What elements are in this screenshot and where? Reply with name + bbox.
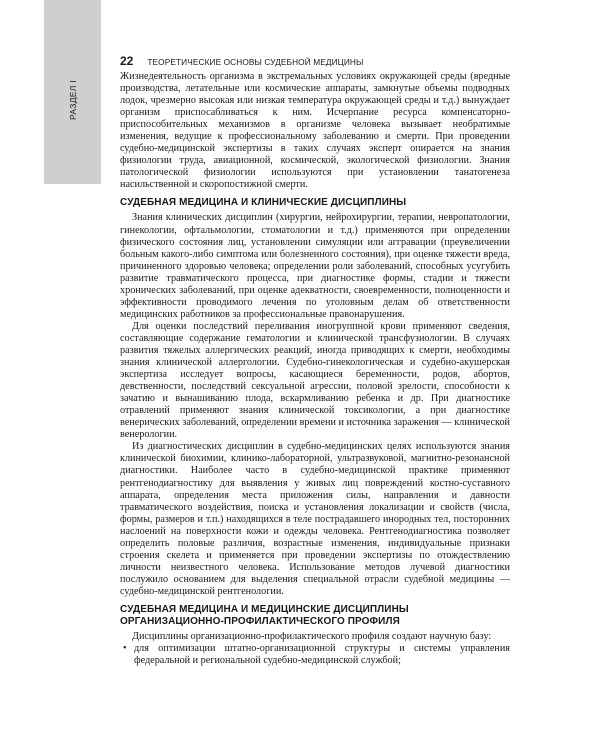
page-number: 22 <box>120 54 134 68</box>
section-label: РАЗДЕЛ I <box>68 80 78 120</box>
paragraph-organizational: Дисциплины организационно-профилактического профиля создают научную базу: <box>132 630 492 642</box>
paragraph-clinical-3: Из диагностических дисциплин в судебно-медицинских целях используются знания клинической биохимии, клинико-лабораторной, ультразвуковой, магнитно-резонансной диагностики. Наиболее часто в судебно-медицинской практике применяют рентгенодиагностику для выявления у живых лиц повреждений костно-суставного аппарата, определения места приложения силы, направления и давности травматического воздействия, поиска и установления локализации и свойств (числа, формы, размеров и т.п.) находящихся в теле пострадавшего инородных тел, посторонних наслоений на поверхности кожи и одежды человека. Рентгенодиагностика позволяет определить половые различия, возрастные изменения, индивидуальные признаки строения скелета и применяется при проведении экспертизы по отождествлению личности неизвестного человека. Использование методов лучевой диагностики послужило основанием для выделения специальной отрасли судебной медицины — судебно-медицинской рентгенологии. <box>120 441 510 597</box>
page-body <box>120 71 510 667</box>
intro-paragraph: Жизнедеятельность организма в экстремальных условиях окружающей среды (вредные производства, летательные или космические аппараты, замкнутые объемы подводных лодок, чрезмерно высокая или низкая температура окружающей среды и т.д.) вынуждает организм приспосабливаться к ним. Исчерпание ресурса компенсаторно-приспособительных механизмов в организме человека вызывает необратимые изменения, ведущие к профессиональному заболеванию и смерти. При проведении судебно-медицинской экспертизы в таких случаях эксперт опирается на знания физиологии труда, авиационной, космической, экологической физиологии. Знания патологической физиологии используются при установлении танатогенеза насильственной и скоропостижной смерти. <box>120 71 510 191</box>
list-item-text: для оптимизации штатно-организационной структуры и системы управления федеральной и региональной судебно-медицинской службой; <box>134 643 510 667</box>
paragraph-clinical-1: Знания клинических дисциплин (хирургии, нейрохирургии, терапии, невропатологии, гинекологии, офтальмологии, стоматологии и т.д.) применяются при определении физического состояния лиц, установлении симуляции или аггравации (преувеличении больным какого-либо симптома или болезненного состояния), при оценке тяжести вреда, причиненного здоровью человека; определении роли заболеваний, способных усугубить развитие травматического процесса, при диагностике формы, стадии и тяжести хронических заболеваний, при оценке адекватности, своевременности, полноценности и эффективности проводимого лечения по уголовным делам об ответственности медицинских работников за профессиональные правонарушения. <box>120 212 510 320</box>
section-heading-clinical: СУДЕБНАЯ МЕДИЦИНА И КЛИНИЧЕСКИЕ ДИСЦИПЛИНЫ <box>120 197 407 209</box>
list-item <box>120 643 510 667</box>
section-heading-organizational: СУДЕБНАЯ МЕДИЦИНА И МЕДИЦИНСКИЕ ДИСЦИПЛИНЫ ОРГАНИЗАЦИОННО-ПРОФИЛАКТИЧЕСКОГО ПРОФИЛЯ <box>120 603 409 627</box>
bullet-list <box>120 643 510 667</box>
running-title: ТЕОРЕТИЧЕСКИЕ ОСНОВЫ СУДЕБНОЙ МЕДИЦИНЫ <box>147 57 364 67</box>
page-header <box>120 54 510 68</box>
paragraph-clinical-2: Для оценки последствий переливания иногруппной крови применяют сведения, составляющие содержание гематологии и клинической трансфузиологии. В случаях развития тяжелых аллергических реакций, иногда приводящих к смерти, необходимы знания клинической аллергологии. Судебно-гинекологическая и судебно-акушерская экспертиза исследует вопросы, касающиеся беременности, родов, абортов, девственности, последствий сексуальной агрессии, половой зрелости, способности к зачатию и вынашиванию плода, вскармливанию ребенка и др. При диагностике отравлений применяют знания клинической токсикологии, а при диагностике венерических заболеваний, определении времени и источника заражения — клинической венерологии. <box>120 320 510 441</box>
bullet-icon: • <box>123 643 127 655</box>
